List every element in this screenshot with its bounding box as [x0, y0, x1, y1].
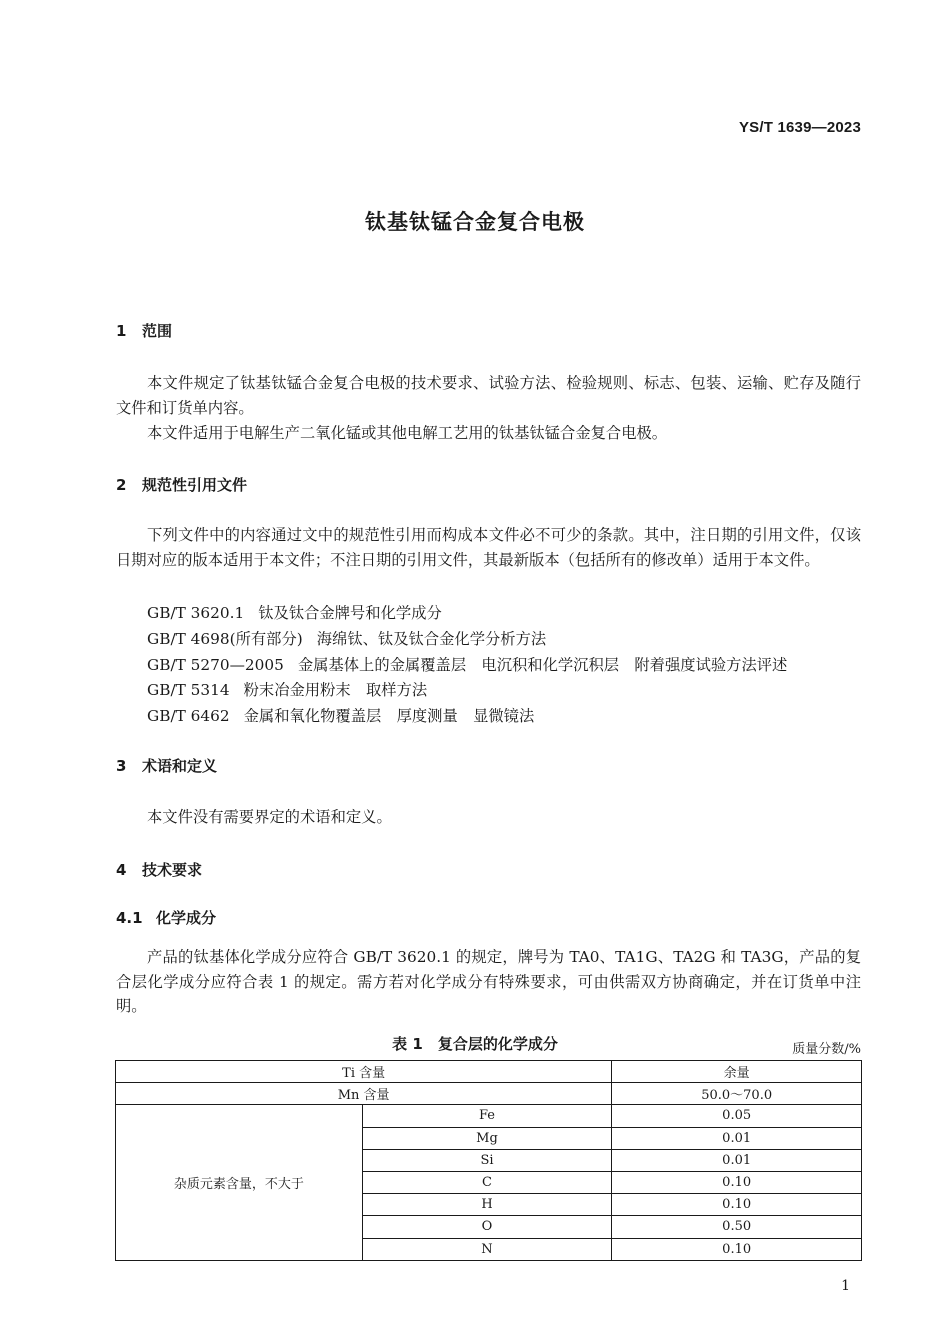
- document-title: 钛基钛锰合金复合电极: [365, 210, 585, 234]
- section-title: 术语和定义: [142, 757, 218, 775]
- section-title: 规范性引用文件: [142, 476, 248, 494]
- section-number: 4: [116, 861, 127, 879]
- section-number: 3: [116, 757, 127, 775]
- reference-item: [147, 627, 546, 649]
- table-cell-value: 0.01: [612, 1127, 862, 1149]
- table-cell-impurity-label: 杂质元素含量，不大于: [116, 1105, 363, 1260]
- table-row: [116, 1083, 862, 1105]
- table-unit: 质量分数/%: [792, 1042, 861, 1057]
- table-caption: 表 1 复合层的化学成分: [392, 1035, 558, 1053]
- table-cell-element: C: [362, 1171, 612, 1193]
- table-cell-value: 0.10: [612, 1171, 862, 1193]
- standard-number: YS/T 1639—2023: [738, 119, 861, 136]
- composition-table: [115, 1060, 862, 1261]
- table-cell-value: 0.10: [612, 1194, 862, 1216]
- table-cell-value: 50.0～70.0: [612, 1083, 862, 1105]
- table-cell-value: 0.10: [612, 1238, 862, 1260]
- table-cell-label: Ti 含量: [116, 1061, 612, 1083]
- section-1-paragraph-1: 本文件规定了钛基钛锰合金复合电极的技术要求、试验方法、检验规则、标志、包装、运输、贮存及随行文件和订货单内容。: [116, 374, 861, 417]
- table-row: [116, 1061, 862, 1083]
- table-row: [116, 1105, 862, 1127]
- table-cell-element: N: [362, 1238, 612, 1260]
- section-title: 化学成分: [156, 909, 217, 927]
- table-cell-value: 0.50: [612, 1216, 862, 1238]
- reference-title: 海绵钛、钛及钛合金化学分析方法: [316, 630, 547, 648]
- table-cell-element: Si: [362, 1149, 612, 1171]
- table-cell-element: H: [362, 1194, 612, 1216]
- table-cell-value: 0.05: [612, 1105, 862, 1127]
- section-3-paragraph: 本文件没有需要界定的术语和定义。: [147, 808, 392, 826]
- section-1-paragraph-2: 本文件适用于电解生产二氧化锰或其他电解工艺用的钛基钛锰合金复合电极。: [147, 424, 668, 442]
- section-number: 2: [116, 476, 127, 494]
- reference-code: GB/T 5314: [147, 681, 230, 699]
- section-title: 技术要求: [142, 861, 203, 879]
- table-cell-element: Fe: [362, 1105, 612, 1127]
- reference-item: [147, 601, 442, 623]
- reference-title: 钛及钛合金牌号和化学成分: [258, 604, 442, 622]
- reference-title: 粉末冶金用粉末 取样方法: [243, 681, 428, 699]
- reference-item: [147, 653, 787, 675]
- reference-title: 金属和氧化物覆盖层 厚度测量 显微镜法: [243, 707, 535, 725]
- section-4-1-paragraph: 产品的钛基体化学成分应符合 GB/T 3620.1 的规定，牌号为 TA0、TA1G、TA2G 和 TA3G，产品的复合层化学成分应符合表 1 的规定。需方若对化学成分有特殊要求，可由供需双方协商确定，并在订货单中注明。: [116, 948, 861, 1015]
- section-2-intro: 下列文件中的内容通过文中的规范性引用而构成本文件必不可少的条款。其中，注日期的引用文件，仅该日期对应的版本适用于本文件；不注日期的引用文件，其最新版本（包括所有的修改单）适用于本文件。: [116, 526, 861, 569]
- table-cell-value: 余量: [612, 1061, 862, 1083]
- reference-code: GB/T 5270—2005: [147, 656, 284, 674]
- page-number: 1: [841, 1278, 850, 1294]
- section-4-heading: [116, 859, 202, 880]
- table-cell-value: 0.01: [612, 1149, 862, 1171]
- section-3-heading: [116, 755, 217, 776]
- table-cell-label: Mn 含量: [116, 1083, 612, 1105]
- section-number: 4.1: [116, 909, 143, 927]
- reference-item: [147, 678, 427, 700]
- reference-item: [147, 704, 534, 726]
- reference-code: GB/T 3620.1: [147, 604, 245, 622]
- section-2-heading: [116, 474, 247, 495]
- table-cell-element: O: [362, 1216, 612, 1238]
- reference-code: GB/T 6462: [147, 707, 230, 725]
- reference-code: GB/T 4698(所有部分): [147, 630, 303, 648]
- section-title: 范围: [142, 322, 173, 340]
- table-cell-element: Mg: [362, 1127, 612, 1149]
- section-1-heading: [116, 320, 172, 341]
- section-number: 1: [116, 322, 127, 340]
- section-4-1-heading: [116, 907, 216, 928]
- reference-title: 金属基体上的金属覆盖层 电沉积和化学沉积层 附着强度试验方法评述: [297, 656, 788, 674]
